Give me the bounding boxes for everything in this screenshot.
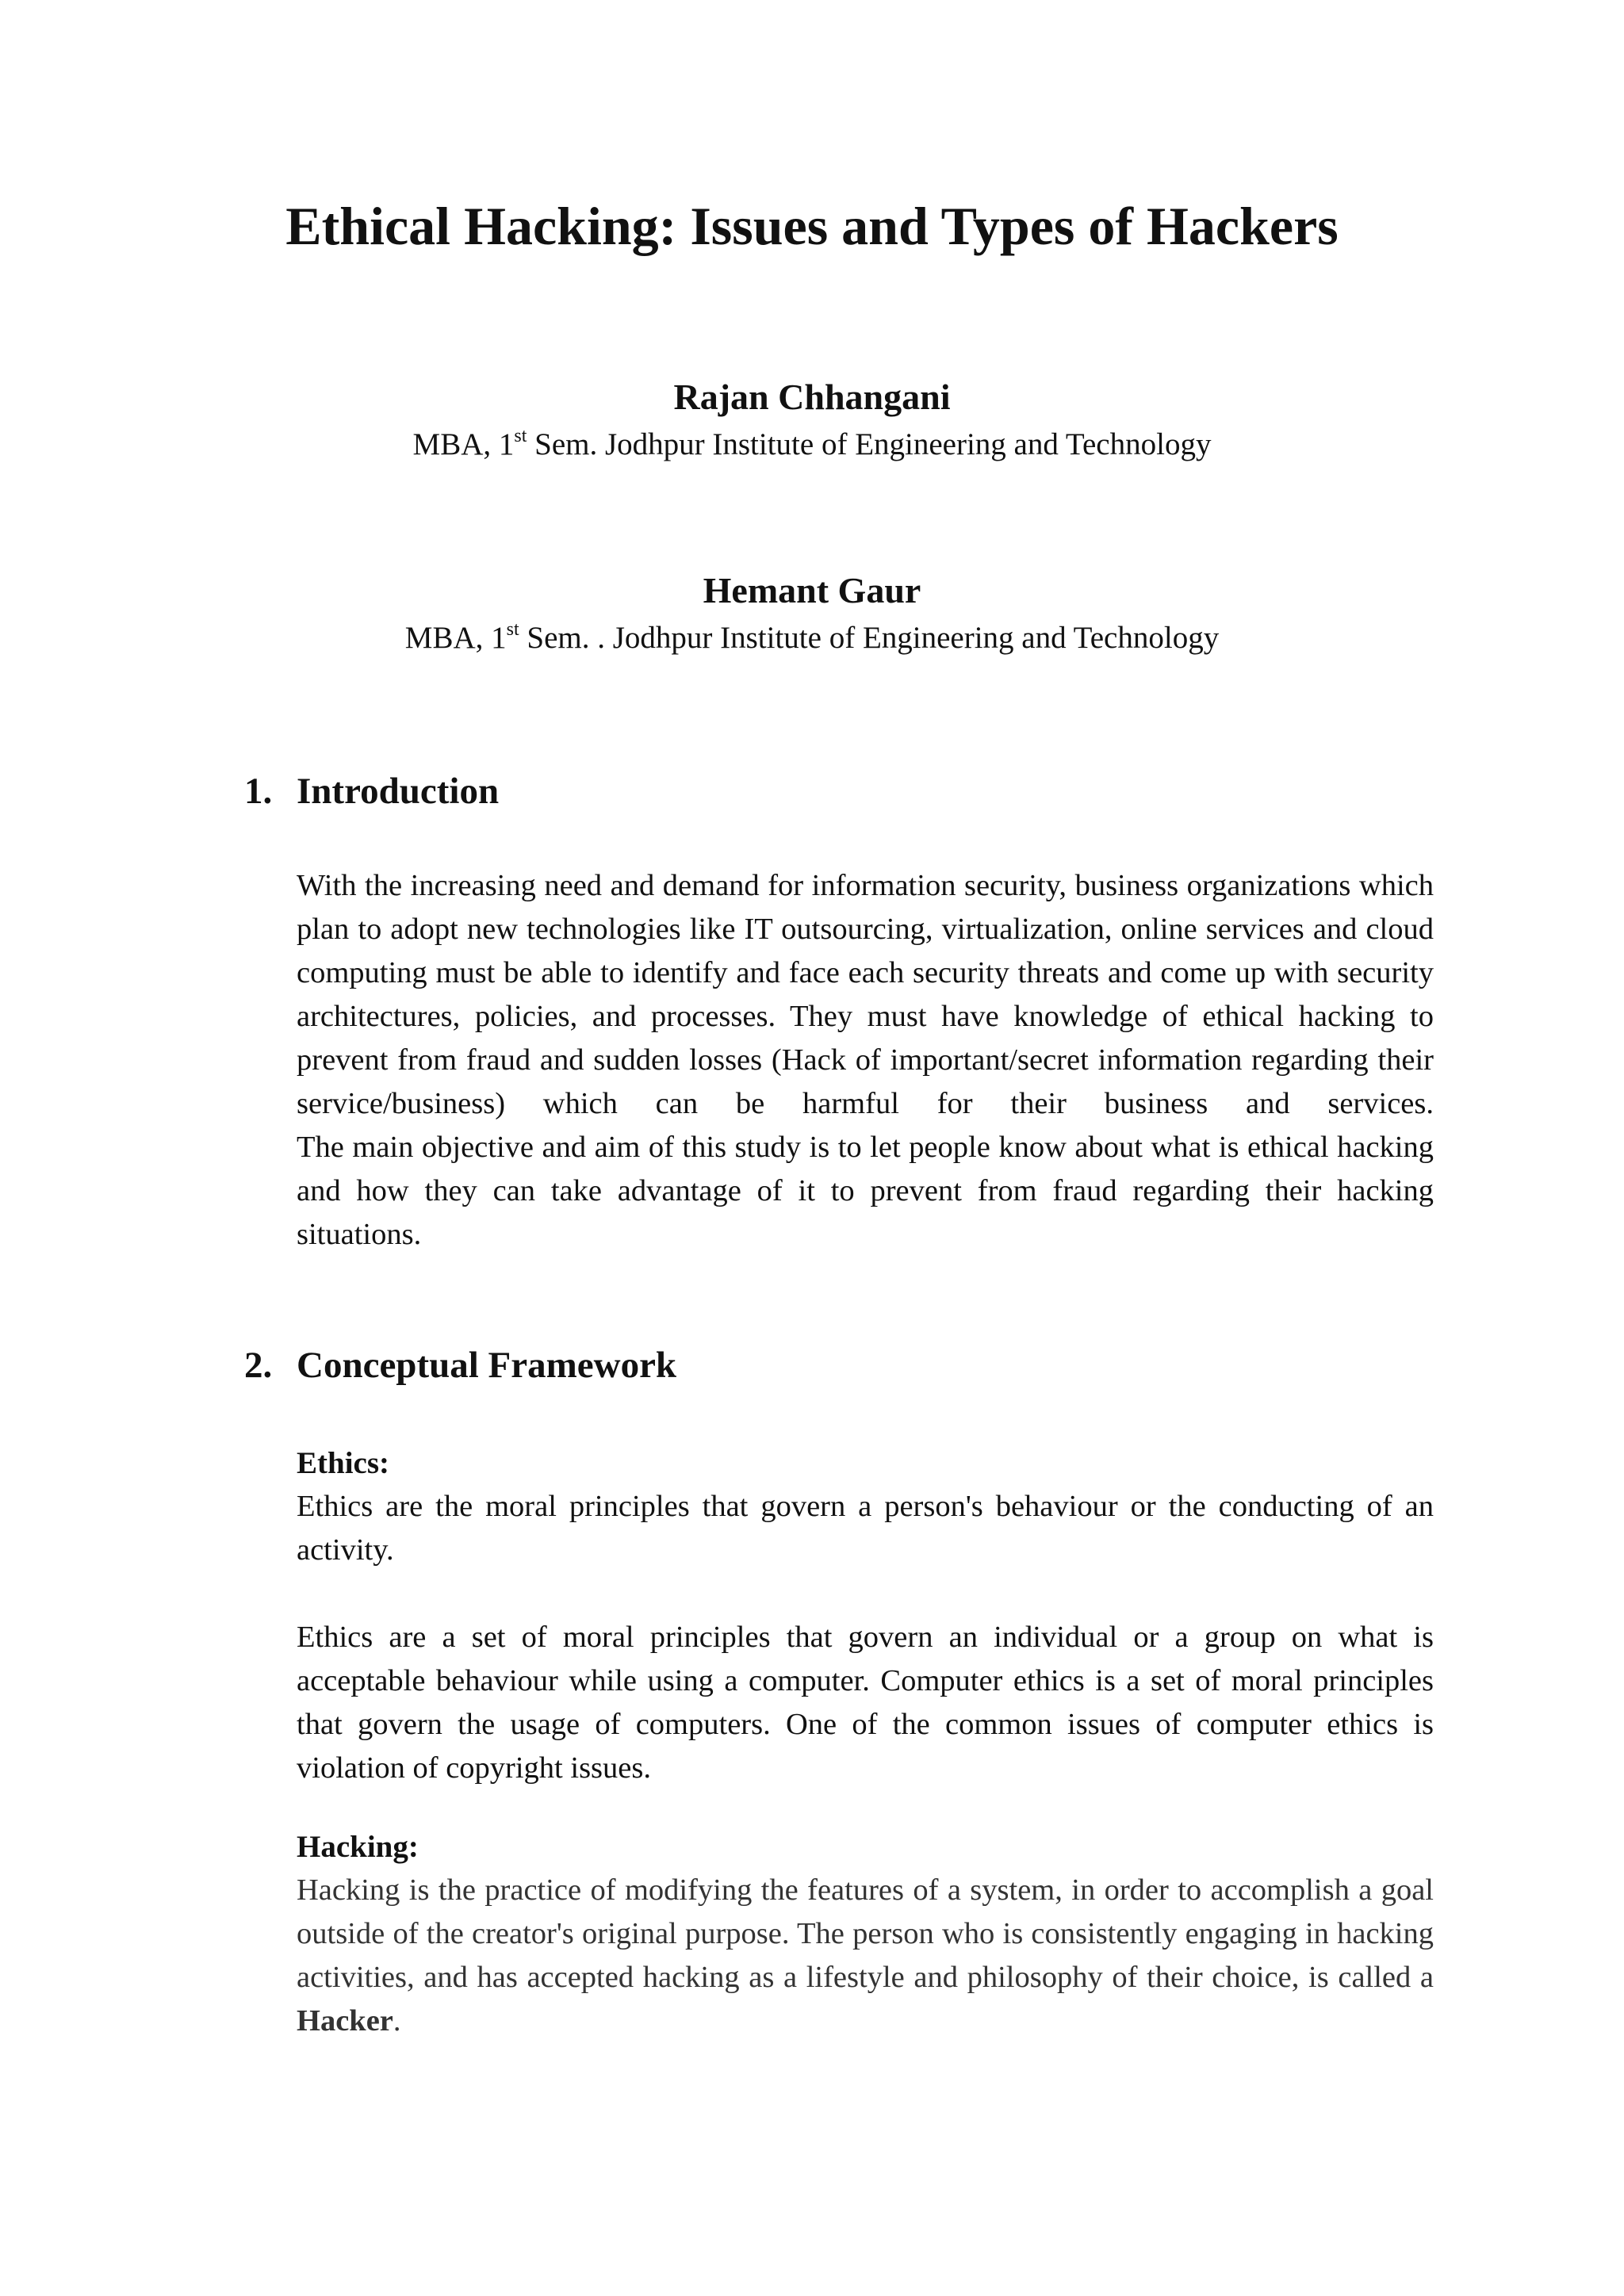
section-heading-conceptual-framework bbox=[244, 1340, 676, 1391]
introduction-body bbox=[297, 864, 1434, 1257]
subsection-label-hacking: Hacking: bbox=[297, 1830, 419, 1864]
paragraph-text: Hacking is the practice of modifying the features of a system, in order to accomplish a goal outside of the creator's original purpose. The person who is consistently engaging in hacking activities, and has accepted hacking as a lifestyle and philosophy of their choice, is called a bbox=[297, 1873, 1434, 1994]
author-name: Rajan Chhangani bbox=[673, 377, 951, 417]
affiliation-text: MBA, 1 bbox=[412, 427, 515, 461]
affiliation-text: Sem. . Jodhpur Institute of Engineering and Technology bbox=[519, 621, 1220, 655]
section-heading-introduction bbox=[244, 766, 499, 817]
ordinal-suffix: st bbox=[506, 619, 519, 640]
author-2 bbox=[0, 566, 1624, 661]
subsection-label-ethics: Ethics: bbox=[297, 1446, 389, 1480]
body-paragraph: With the increasing need and demand for information security, business organizations which plan to adopt new technologies like IT outsourcing, virtualization, online services and cloud computing must be able to identify and face each security threats and come up with security architectures, policies, and processes. They must have knowledge of ethical hacking to prevent from fraud and sudden losses (Hack of important/secret information regarding their service/business) which can be harmful for their business and services. bbox=[297, 869, 1434, 1120]
author-affiliation bbox=[0, 615, 1624, 661]
author-1 bbox=[0, 373, 1624, 468]
body-paragraph: Ethics are the moral principles that govern a person's behaviour or the conducting of an activity. bbox=[297, 1490, 1434, 1567]
author-name: Hemant Gaur bbox=[703, 570, 921, 610]
ethics-subsection bbox=[297, 1441, 1434, 1790]
author-affiliation bbox=[0, 422, 1624, 468]
body-paragraph: The main objective and aim of this study is to let people know about what is ethical hacking and how they can take advantage of it to prevent from fraud regarding their hacking situations. bbox=[297, 1131, 1434, 1251]
section-number: 1. bbox=[244, 771, 273, 812]
emphasized-term: Hacker bbox=[297, 2004, 393, 2038]
body-paragraph bbox=[297, 1869, 1434, 2043]
affiliation-text: MBA, 1 bbox=[404, 621, 507, 655]
hacking-subsection bbox=[297, 1825, 1434, 2043]
paragraph-text: . bbox=[393, 2004, 401, 2038]
body-paragraph: Ethics are a set of moral principles that govern an individual or a group on what is acceptable behaviour while using a computer. Computer ethics is a set of moral principles that govern the usage of computers. One of the common issues of computer ethics is violation of copyright issues. bbox=[297, 1621, 1434, 1785]
ordinal-suffix: st bbox=[514, 426, 527, 446]
paper-title: Ethical Hacking: Issues and Types of Hackers bbox=[285, 196, 1339, 256]
section-number: 2. bbox=[244, 1345, 273, 1386]
section-title: Conceptual Framework bbox=[297, 1345, 677, 1386]
affiliation-text: Sem. Jodhpur Institute of Engineering and Technology bbox=[527, 427, 1212, 461]
section-title: Introduction bbox=[297, 771, 500, 812]
